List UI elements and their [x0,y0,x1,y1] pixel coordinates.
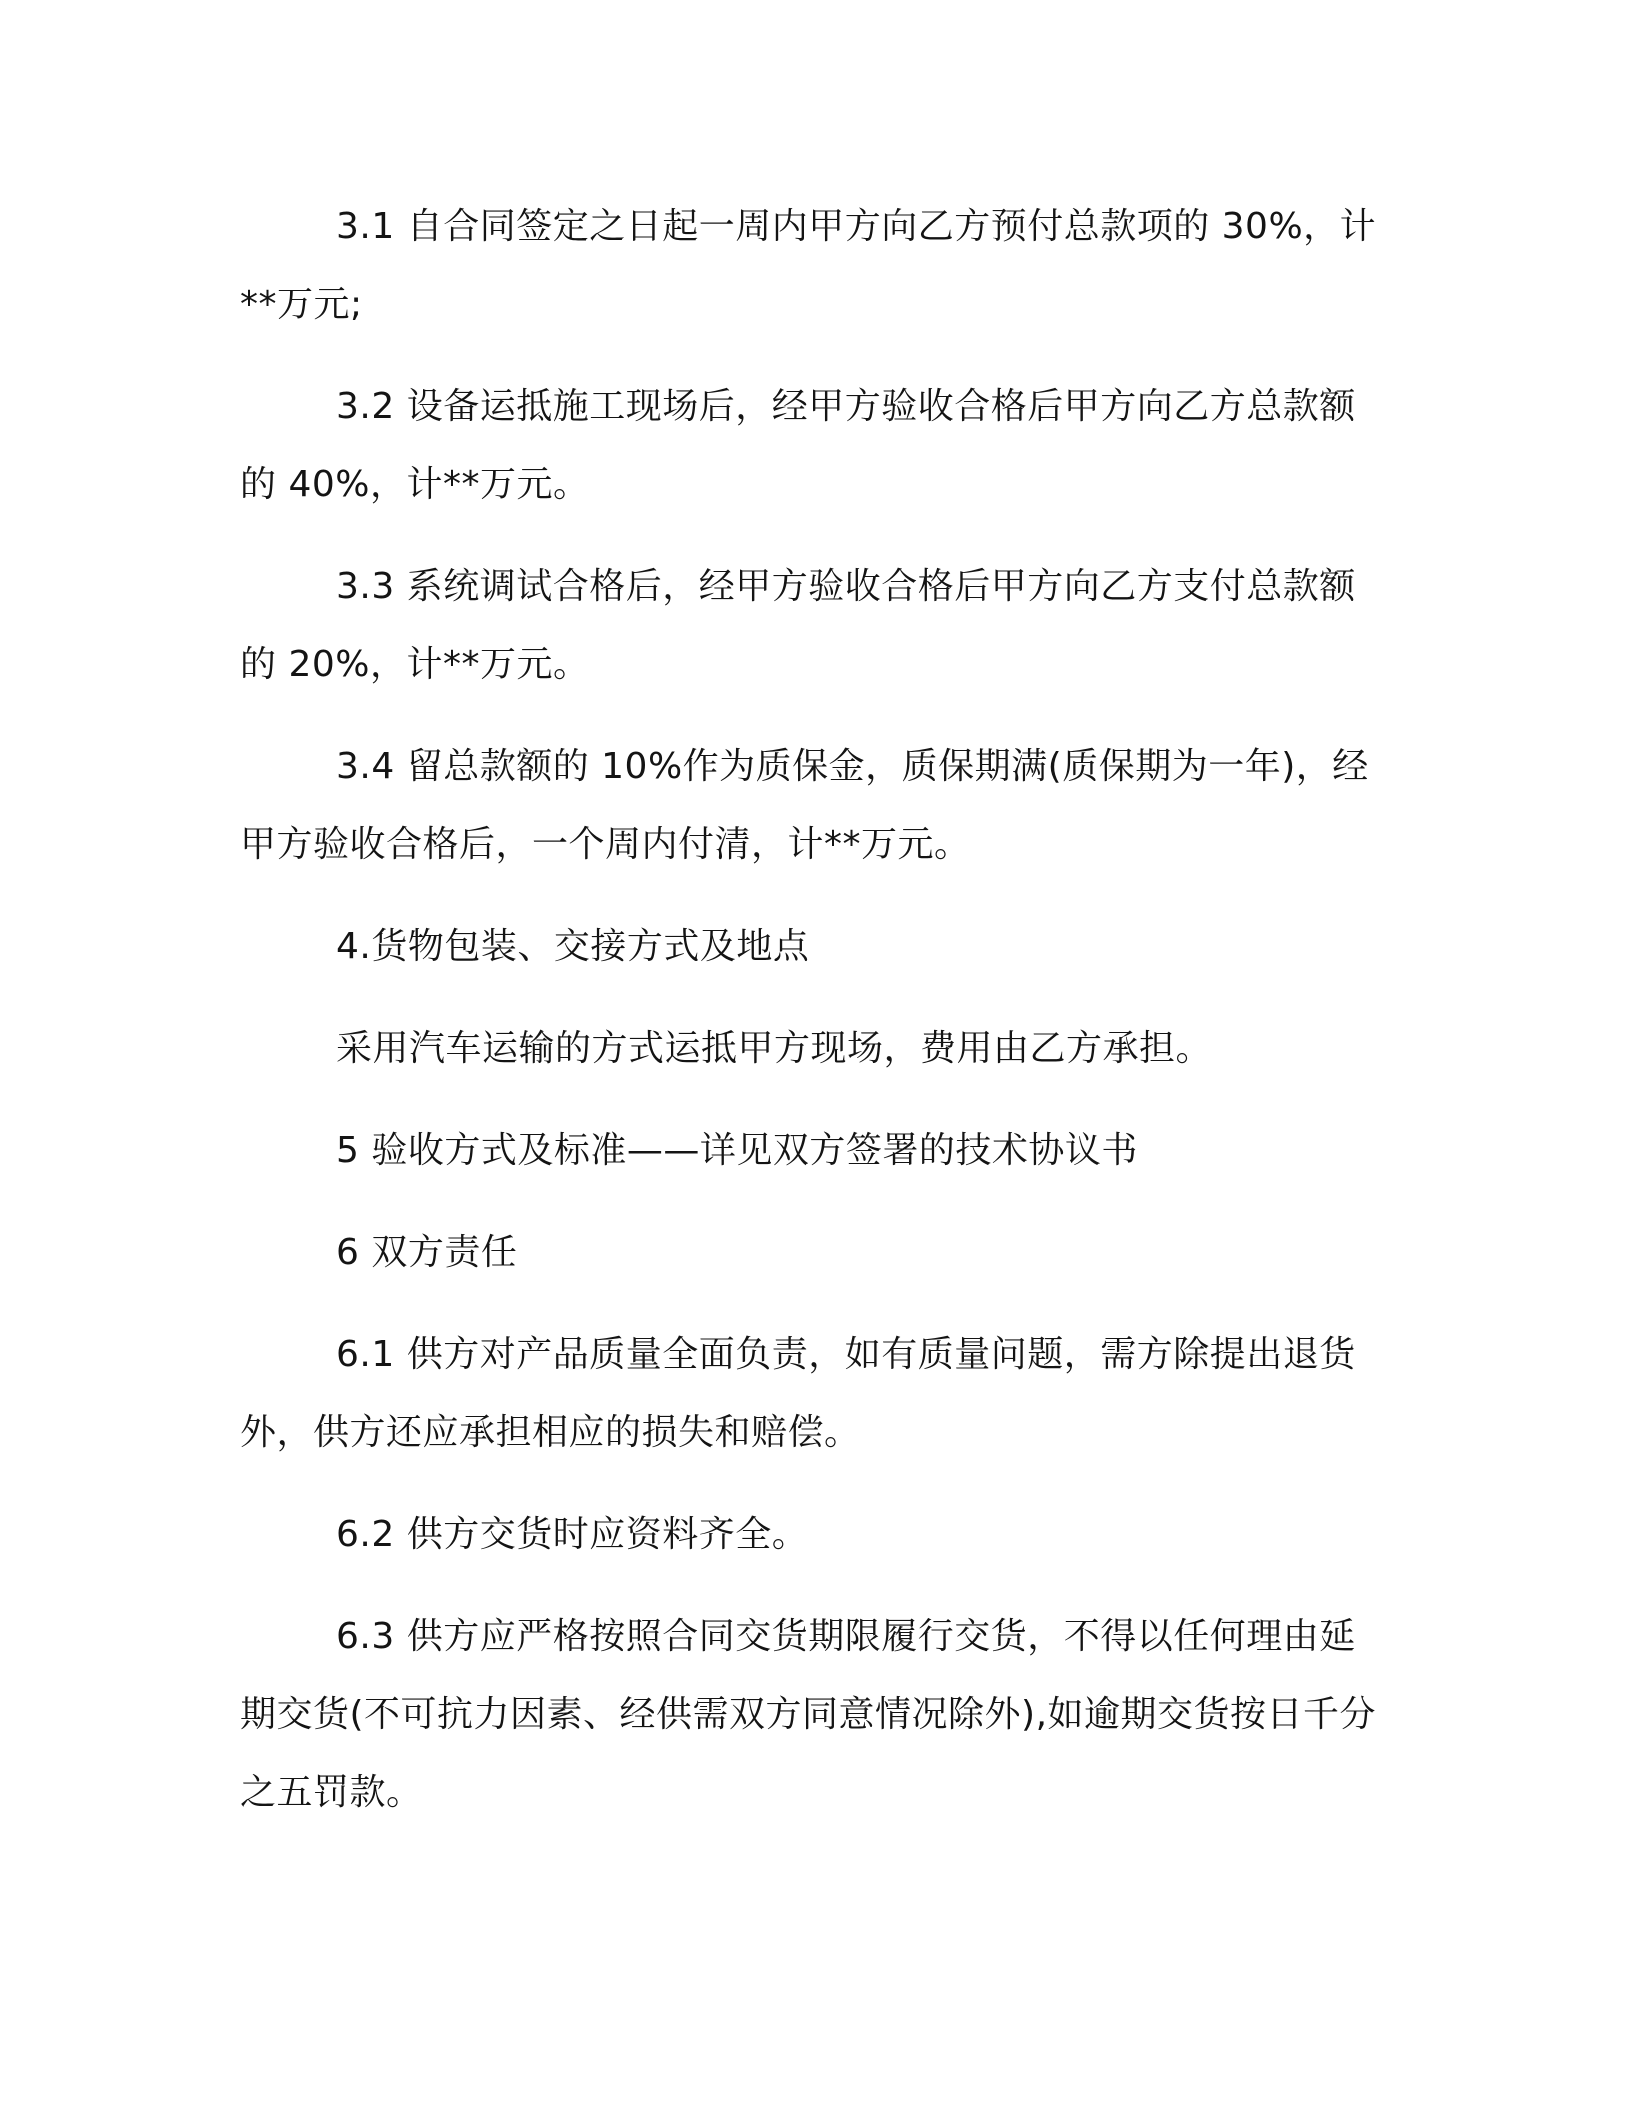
clause-3-1: 3.1 自合同签定之日起一周内甲方向乙方预付总款项的 30%，计**万元; [240,206,1377,325]
clause-3-3: 3.3 系统调试合格后，经甲方验收合格后甲方向乙方支付总款额的 20%，计**万元。 [240,566,1356,685]
clause-6-2: 6.2 供方交货时应资料齐全。 [336,1514,809,1555]
clause-6-3: 6.3 供方应严格按照合同交货期限履行交货，不得以任何理由延期交货(不可抗力因素、经供需双方同意情况除外),如逾期交货按日千分之五罚款。 [240,1616,1377,1813]
section-5-heading: 5 验收方式及标准——详见双方签署的技术协议书 [336,1130,1138,1171]
clause-3-2: 3.2 设备运抵施工现场后，经甲方验收合格后甲方向乙方总款额的 40%，计**万元。 [240,386,1356,505]
document-body [240,188,1390,1856]
section-6-heading: 6 双方责任 [336,1232,518,1273]
section-4-heading: 4.货物包装、交接方式及地点 [336,926,810,967]
section-4-body: 采用汽车运输的方式运抵甲方现场，费用由乙方承担。 [336,1028,1213,1069]
clause-3-4: 3.4 留总款额的 10%作为质保金，质保期满(质保期为一年)，经甲方验收合格后，一个周内付清，计**万元。 [240,746,1369,865]
clause-6-1: 6.1 供方对产品质量全面负责，如有质量问题，需方除提出退货外，供方还应承担相应的损失和赔偿。 [240,1334,1356,1453]
